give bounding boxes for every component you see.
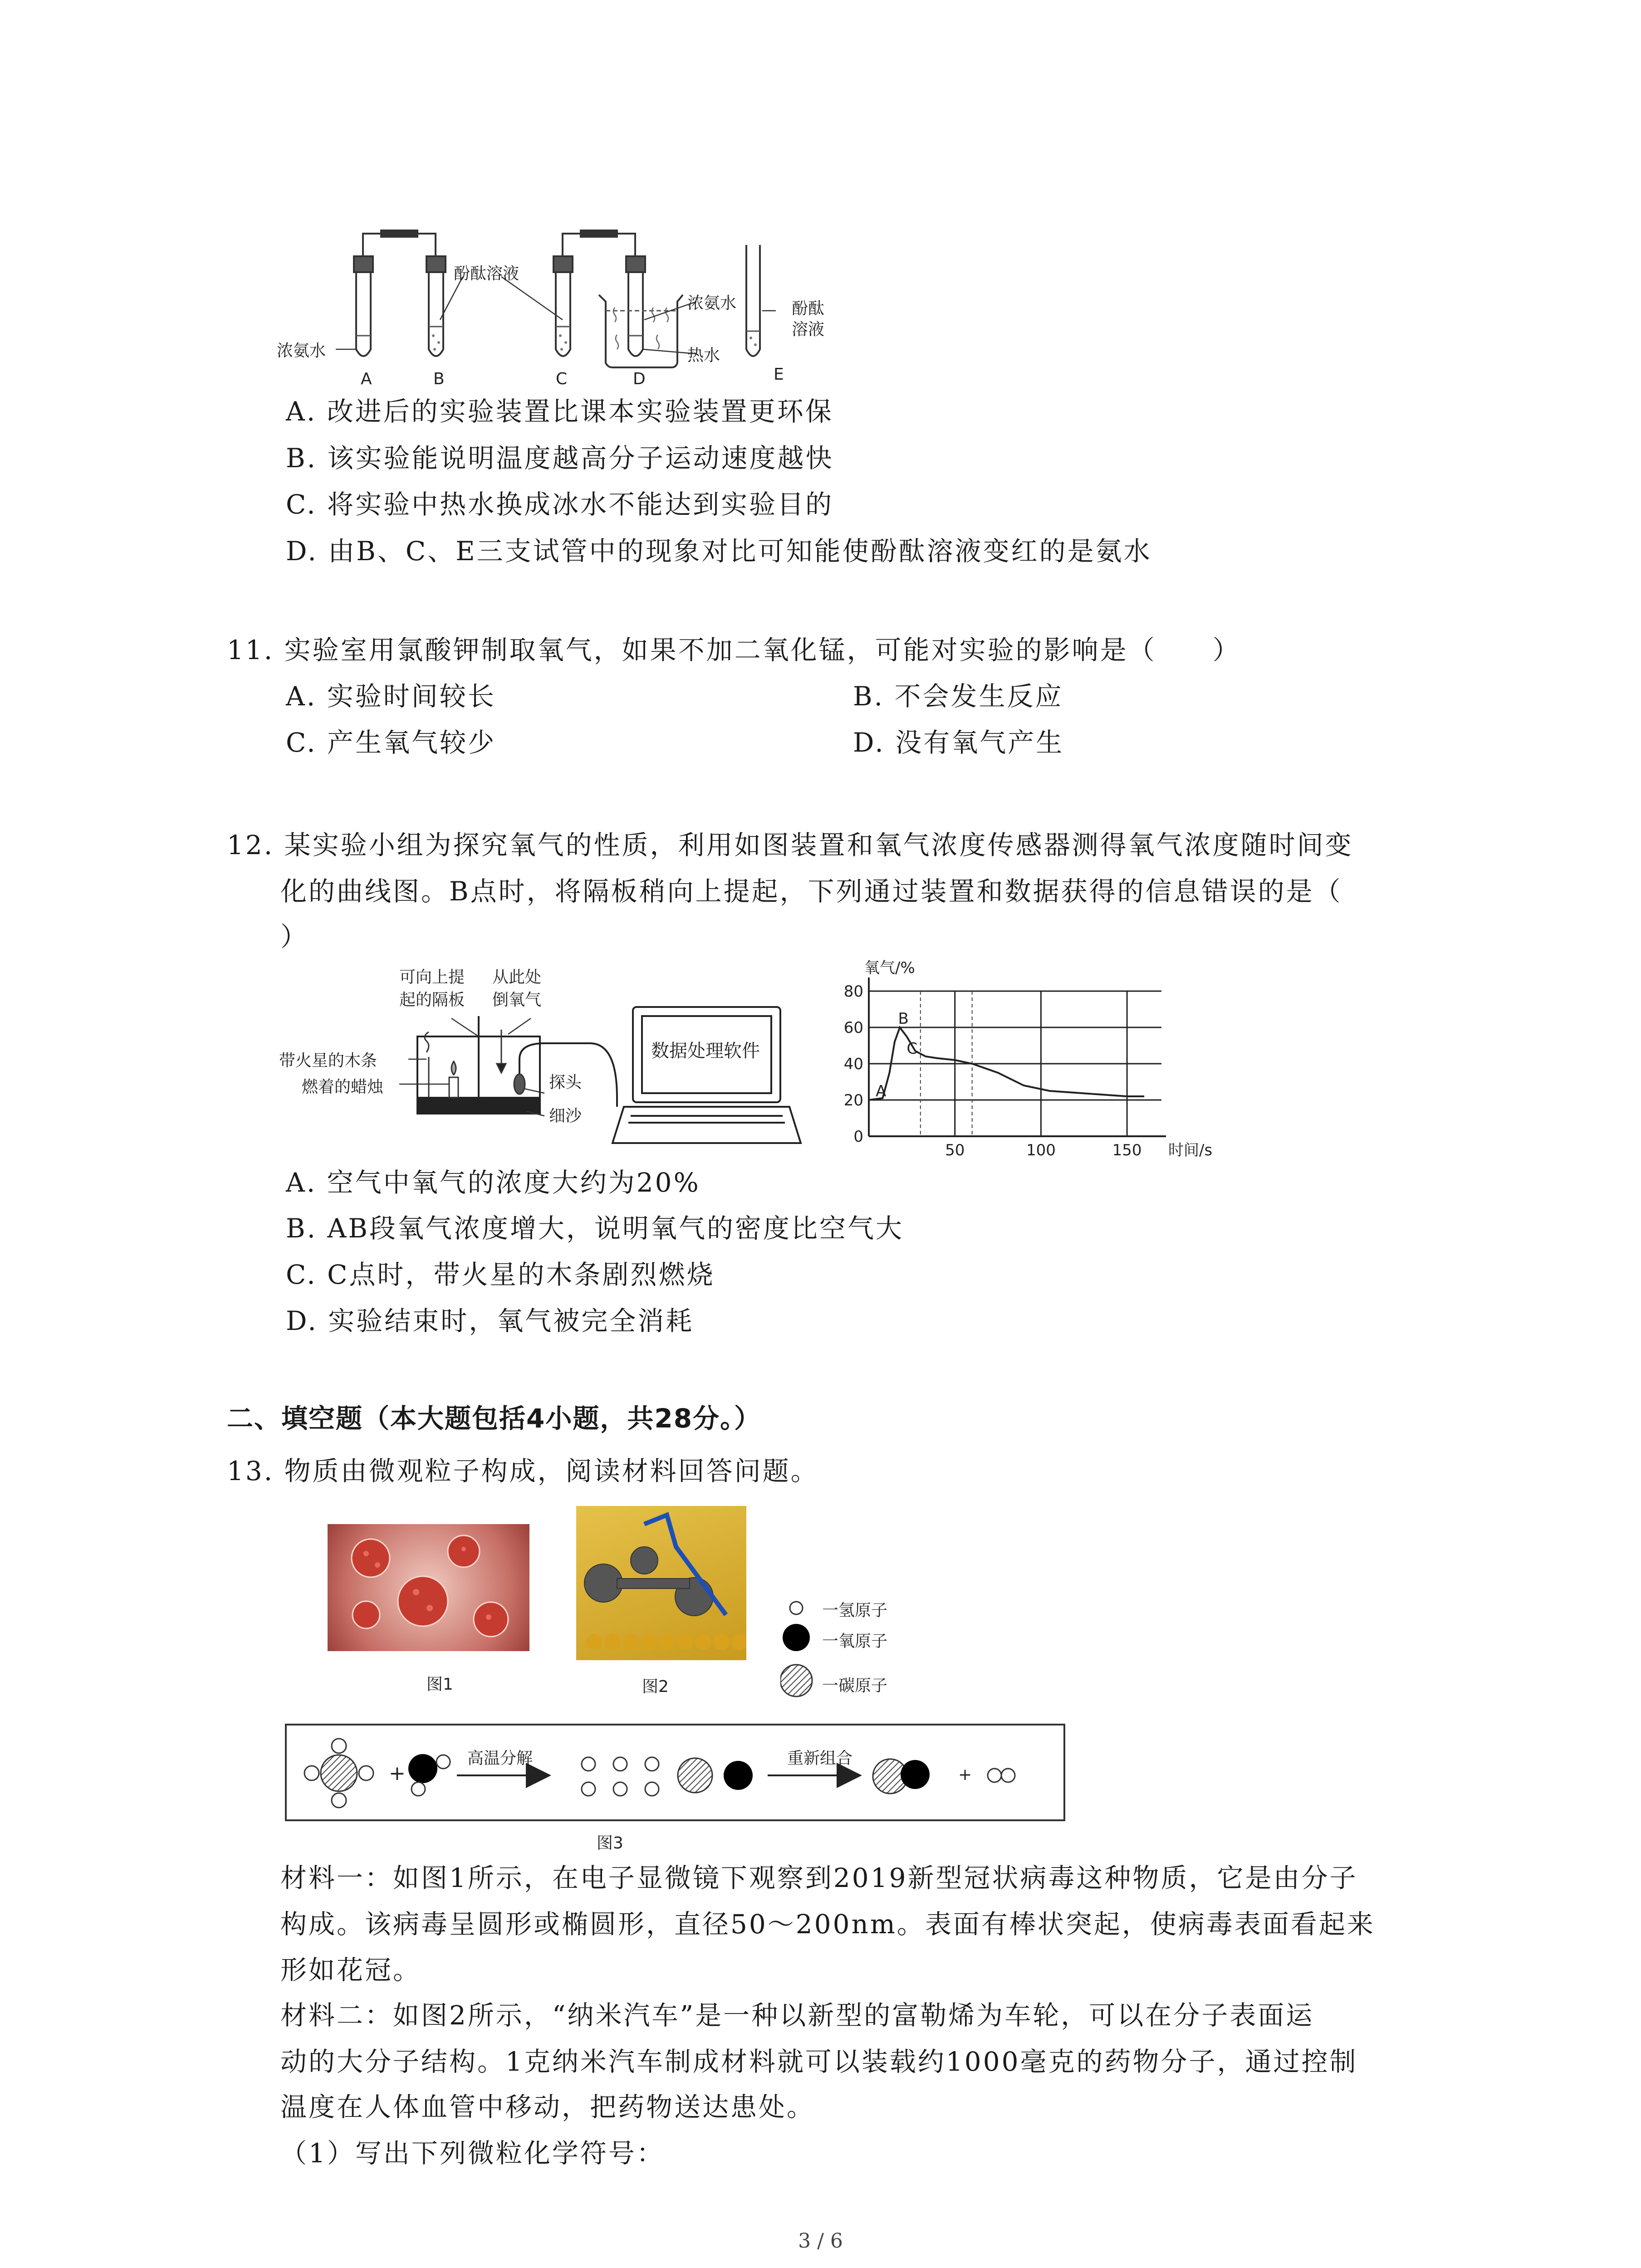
- material1-line1: 材料一：如图1所示，在电子显微镜下观察到2019新型冠状病毒这种物质，它是由分子: [280, 1862, 1358, 1893]
- y-tick-label: 20: [843, 1091, 863, 1110]
- reaction-step1-label: 高温分解: [467, 1749, 533, 1768]
- q12-stem-line3: ）: [280, 921, 309, 952]
- q12-option-c: C. C点时，带火星的木条剧烈燃烧: [286, 1259, 715, 1290]
- y-tick-label: 0: [853, 1128, 863, 1146]
- legend-carbon: 一碳原子: [822, 1677, 888, 1695]
- label-software: 数据处理软件: [651, 1041, 760, 1061]
- section-title: 二、填空题（本大题包括4小题，共28分。）: [227, 1403, 762, 1434]
- label-tube-b: B: [433, 370, 445, 388]
- y-axis-label: 氧气/%: [864, 959, 915, 977]
- q12-option-b: B. AB段氧气浓度增大，说明氧气的密度比空气大: [286, 1213, 904, 1244]
- q11-option-c: C. 产生氧气较少: [286, 727, 496, 758]
- material2-line3: 温度在人体血管中移动，把药物送达患处。: [280, 2092, 815, 2122]
- point-label: C: [906, 1040, 918, 1058]
- y-tick-label: 60: [843, 1019, 863, 1037]
- reaction-step2-label: 重新组合: [787, 1749, 853, 1768]
- q10-option-b: B. 该实验能说明温度越高分子运动速度越快: [286, 443, 834, 474]
- q10-option-a: A. 改进后的实验装置比课本实验装置更环保: [286, 396, 833, 427]
- q12-option-a: A. 空气中氧气的浓度大约为20%: [286, 1167, 700, 1198]
- label-phenol-e: 酚酞 溶液: [792, 299, 825, 339]
- q11-option-a: A. 实验时间较长: [286, 681, 496, 712]
- svg-text:+: +: [958, 1765, 972, 1784]
- label-tube-a: A: [361, 370, 372, 388]
- label-splint: 带火星的木条: [279, 1051, 377, 1070]
- x-tick-label: 150: [1112, 1141, 1142, 1159]
- legend-hydrogen: 一氢原子: [822, 1601, 888, 1620]
- q12-option-d: D. 实验结束时，氧气被完全消耗: [286, 1305, 694, 1336]
- label-ammonia-right: 浓氨水: [687, 294, 737, 313]
- svg-text:+: +: [389, 1762, 406, 1785]
- label-tube-d: D: [633, 370, 646, 388]
- label-candle: 燃着的蜡烛: [302, 1078, 384, 1096]
- material1-line3: 形如花冠。: [280, 1955, 421, 1985]
- q13-sub1: （1）写出下列微粒化学符号：: [280, 2138, 665, 2169]
- q10-option-c: C. 将实验中热水换成冰水不能达到实验目的: [286, 489, 834, 520]
- y-tick-label: 40: [843, 1055, 863, 1073]
- label-sand: 细沙: [549, 1107, 582, 1125]
- page-number: 3 / 6: [798, 2229, 843, 2253]
- point-label: B: [898, 1010, 909, 1028]
- label-probe: 探头: [549, 1073, 582, 1092]
- label-baffle: 可向上提 起的隔板: [399, 968, 465, 1009]
- material2-line2: 动的大分子结构。1克纳米汽车制成材料就可以装载约1000毫克的药物分子，通过控制: [280, 2046, 1358, 2077]
- fig3-caption: 图3: [597, 1834, 623, 1853]
- x-tick-label: 50: [945, 1141, 965, 1159]
- point-label: A: [876, 1082, 887, 1100]
- fig1-caption: 图1: [426, 1675, 453, 1694]
- oxygen-chart: [826, 957, 1243, 1166]
- label-tube-c: C: [556, 370, 568, 388]
- label-tube-e: E: [774, 365, 784, 384]
- q11-option-b: B. 不会发生反应: [853, 681, 1063, 712]
- fig2-caption: 图2: [642, 1677, 669, 1696]
- label-ammonia-left: 浓氨水: [277, 342, 326, 360]
- material2-line1: 材料二：如图2所示，“纳米汽车”是一种以新型的富勒烯为车轮，可以在分子表面运: [280, 2000, 1314, 2031]
- virus-image: [328, 1524, 529, 1651]
- material1-line2: 构成。该病毒呈圆形或椭圆形，直径50～200nm。表面有棒状突起，使病毒表面看起来: [280, 1909, 1375, 1940]
- q12-stem-line2: 化的曲线图。B点时，将隔板稍向上提起，下列通过装置和数据获得的信息错误的是（: [280, 876, 1342, 907]
- label-phenol: 酚酞溶液: [454, 264, 519, 283]
- q12-stem-line1: 12. 某实验小组为探究氧气的性质，利用如图装置和氧气浓度传感器测得氧气浓度随时间变: [227, 830, 1353, 860]
- nanocar-image: [576, 1506, 746, 1660]
- x-tick-label: 100: [1026, 1141, 1056, 1159]
- legend-oxygen: 一氧原子: [822, 1632, 888, 1651]
- y-tick-label: 80: [843, 982, 863, 1001]
- x-axis-label: 时间/s: [1168, 1141, 1213, 1159]
- label-pour-oxygen: 从此处 倒氧气: [492, 968, 542, 1009]
- q10-option-d: D. 由B、C、E三支试管中的现象对比可知能使酚酞溶液变红的是氨水: [286, 536, 1152, 567]
- oxygen-chart-svg: [826, 957, 1243, 1166]
- q13-stem: 13. 物质由微观粒子构成，阅读材料回答问题。: [227, 1456, 819, 1486]
- reaction-diagram: [285, 1724, 1065, 1821]
- q11-stem: 11. 实验室用氯酸钾制取氧气，如果不加二氧化锰，可能对实验的影响是（ ）: [227, 635, 1241, 665]
- label-hot-water: 热水: [687, 346, 720, 365]
- q11-option-d: D. 没有氧气产生: [853, 727, 1064, 758]
